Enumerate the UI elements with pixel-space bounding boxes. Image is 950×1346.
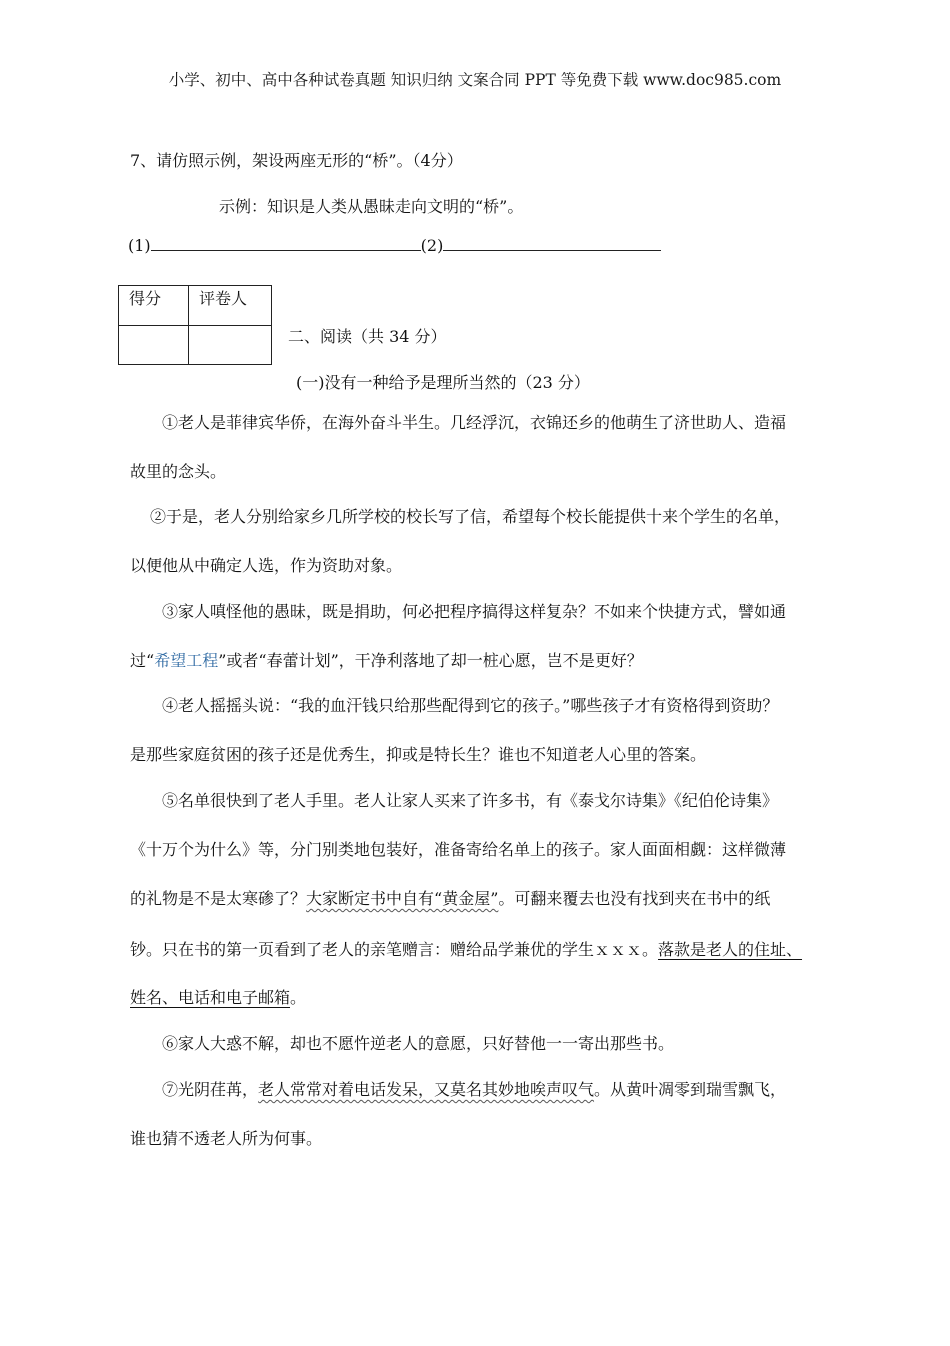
paragraph-7-line-1: ⑦光阴荏苒，老人常常对着电话发呆，又莫名其妙地唉声叹气。从黄叶凋零到瑞雪飘飞， [162,1080,787,1099]
paragraph-7-line-2: 谁也猜不透老人所为何事。 [130,1129,323,1148]
paragraph-5-line-4: 钞。只在书的第一页看到了老人的亲笔赠言：赠给品学兼优的学生ｘｘｘ。落款是老人的住址、 [130,940,803,959]
answer-line [128,236,661,255]
paragraph-1-line-1: ①老人是菲律宾华侨，在海外奋斗半生。几经浮沉，衣锦还乡的他萌生了济世助人、造福 [162,413,787,432]
grader-cell[interactable] [189,326,272,365]
paragraph-3-line-2: 过“希望工程”或者“春蕾计划”，干净利落地了却一桩心愿，岂不是更好？ [130,651,643,670]
blank-1-label: (1) [128,236,151,255]
paragraph-4-line-1: ④老人摇摇头说：“我的血汗钱只给那些配得到它的孩子。”哪些孩子才有资格得到资助？ [162,696,779,715]
wavy-underlined-phrase-2: 老人常常对着电话发呆，又莫名其妙地唉声叹气 [258,1080,595,1099]
paragraph-1-line-2: 故里的念头。 [130,462,227,481]
section-title: 二、阅读（共 34 分） [288,327,447,346]
answer-blank-1[interactable] [151,236,421,251]
hope-project-link[interactable]: 希望工程 [154,651,219,670]
question-7-example: 示例：知识是人类从愚昧走向文明的“桥”。 [219,197,524,216]
paragraph-5-line-3: 的礼物是不是太寒碜了？大家断定书中自有“黄金屋”。可翻来覆去也没有找到夹在书中的纸 [130,889,771,908]
underlined-phrase-continued: 姓名、电话和电子邮箱 [130,988,291,1007]
page-header: 小学、初中、高中各种试卷真题 知识归纳 文案合同 PPT 等免费下载 www.doc985.com [168,71,782,89]
wavy-underlined-phrase: 大家断定书中自有“黄金屋” [306,889,499,908]
question-7-prompt: 7、请仿照示例，架设两座无形的“桥”。（4分） [130,151,463,170]
paragraph-6-line-1: ⑥家人大惑不解，却也不愿忤逆老人的意愿，只好替他一一寄出那些书。 [162,1034,675,1053]
paragraph-2-line-1: ②于是，老人分别给家乡几所学校的校长写了信，希望每个校长能提供十来个学生的名单， [150,507,791,526]
grader-header: 评卷人 [189,286,272,326]
paragraph-3-line-1: ③家人嗔怪他的愚昧，既是捐助，何必把程序搞得这样复杂？不如来个快捷方式，譬如通 [162,602,787,621]
paragraph-5-line-1: ⑤名单很快到了老人手里。老人让家人买来了许多书，有《泰戈尔诗集》《纪伯伦诗集》 [162,791,779,810]
blank-2-label: (2) [420,236,444,255]
score-table [118,285,272,365]
score-header: 得分 [119,286,189,326]
answer-blank-2[interactable] [443,236,661,251]
paragraph-4-line-2: 是那些家庭贫困的孩子还是优秀生，抑或是特长生？谁也不知道老人心里的答案。 [130,745,707,764]
passage-title: (一)没有一种给予是理所当然的（23 分） [296,373,590,392]
paragraph-5-line-2: 《十万个为什么》等，分门别类地包装好，准备寄给名单上的孩子。家人面面相觑：这样微薄 [130,840,787,859]
paragraph-5-line-5: 姓名、电话和电子邮箱。 [130,988,307,1007]
underlined-phrase: 落款是老人的住址、 [658,940,803,959]
paragraph-2-line-2: 以便他从中确定人选，作为资助对象。 [130,556,403,575]
score-cell[interactable] [119,326,189,365]
